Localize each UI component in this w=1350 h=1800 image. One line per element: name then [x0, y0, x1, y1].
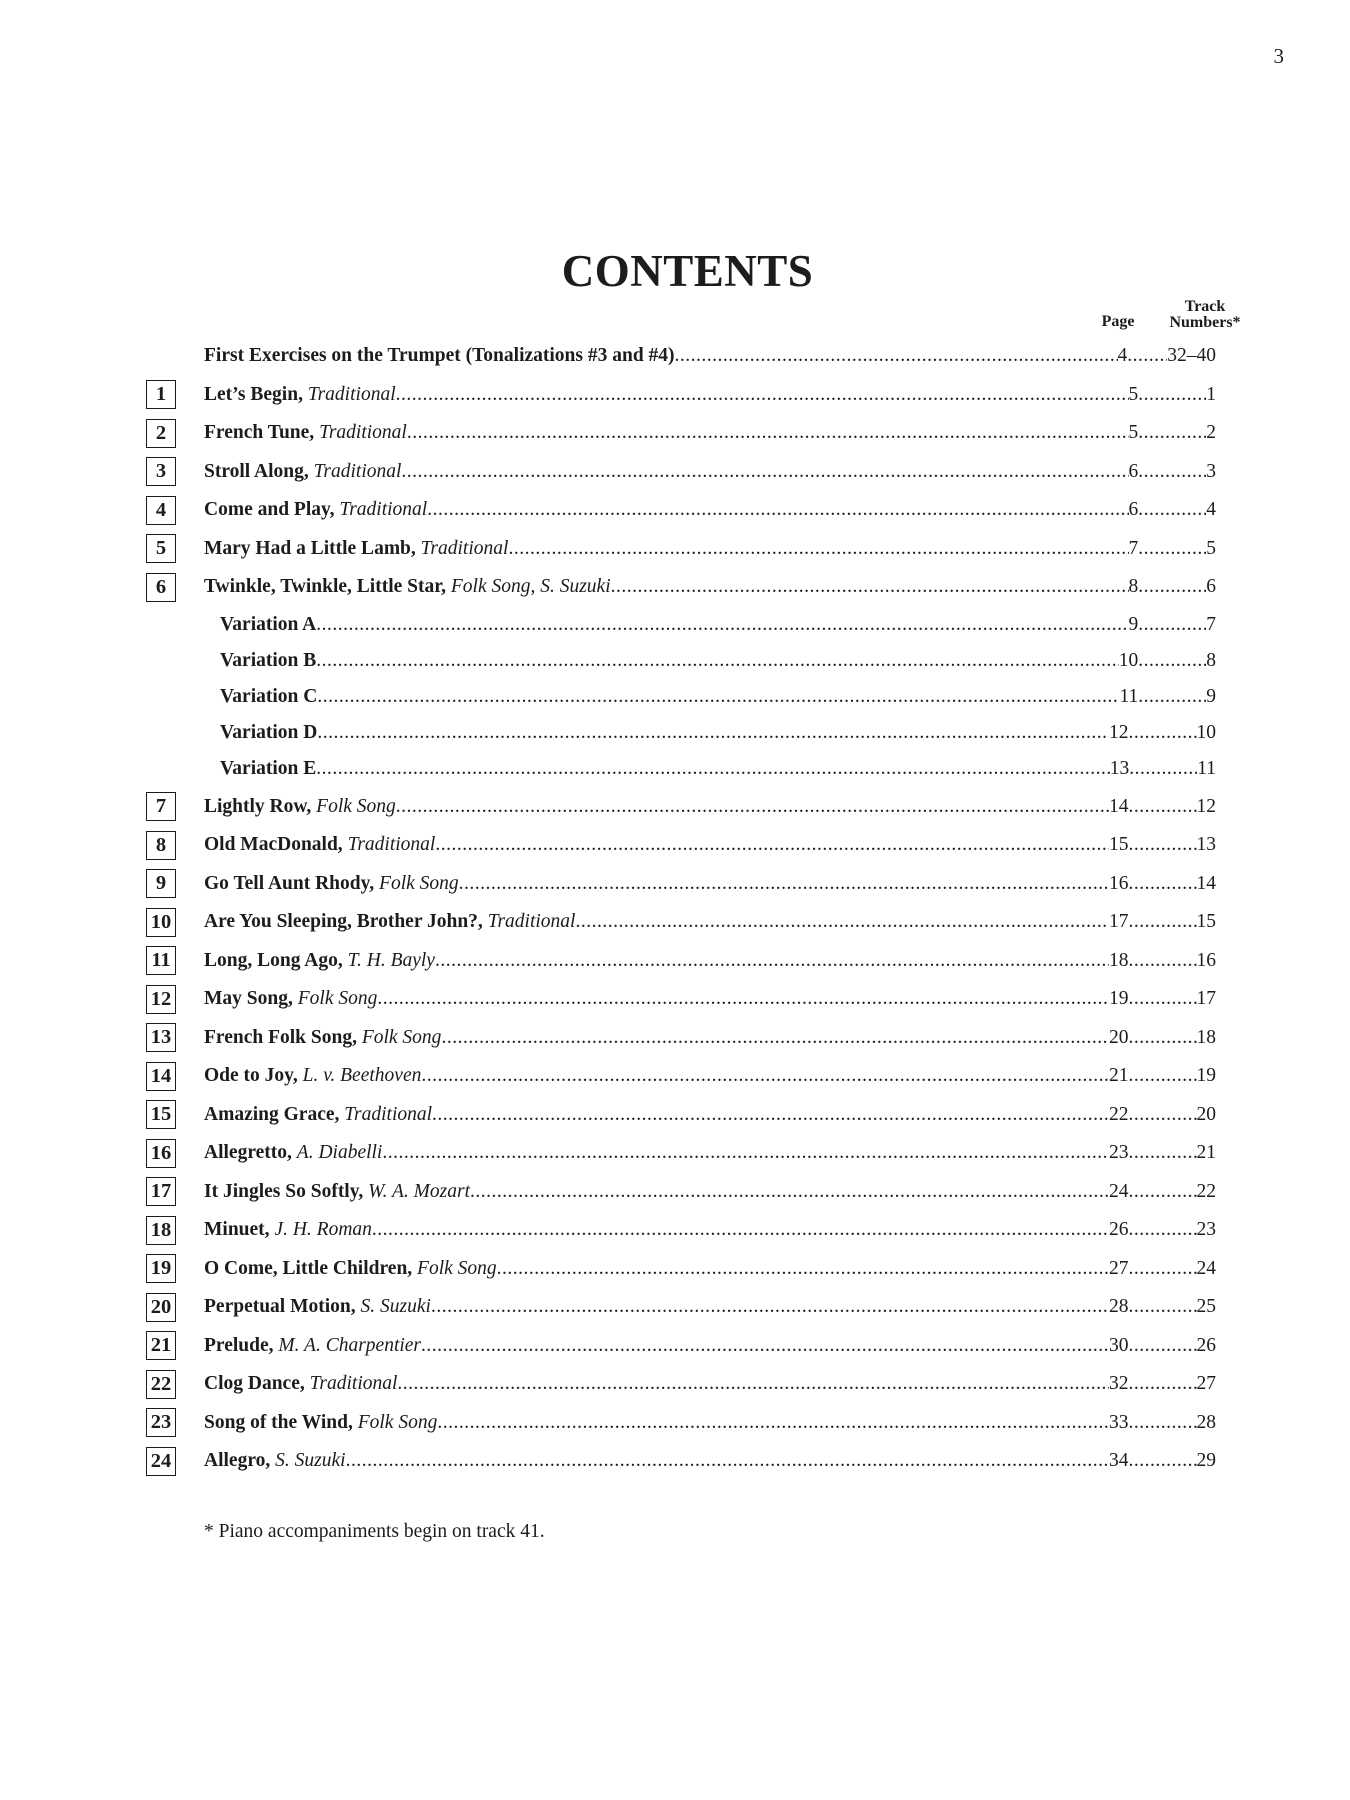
dot-leader: [372, 1219, 1109, 1241]
entry-title: Clog Dance,: [204, 1373, 305, 1395]
toc-entry: [204, 1412, 1216, 1434]
toc-row: [146, 1326, 1216, 1365]
entry-title: First Exercises on the Trumpet (Tonalizations #3 and #4): [204, 345, 675, 367]
dot-leader: [575, 911, 1109, 933]
entry-track: 26: [1196, 1334, 1216, 1356]
entry-composer: Folk Song: [361, 1026, 442, 1048]
dot-leader: [317, 722, 1109, 744]
entry-composer: Traditional: [339, 499, 428, 521]
dot-leader: [1138, 384, 1206, 406]
entry-track: 32–40: [1167, 345, 1216, 367]
toc-entry: [204, 834, 1216, 856]
entry-title: Twinkle, Twinkle, Little Star,: [204, 576, 446, 598]
column-header-track-line1: Track: [1184, 298, 1226, 315]
entry-title: Variation E: [220, 758, 317, 780]
toc-row: [146, 1172, 1216, 1211]
entry-title: Variation D: [220, 722, 318, 744]
dot-leader: [1138, 614, 1206, 636]
entry-page: 13: [1109, 758, 1130, 780]
piece-number-box: 14: [146, 1062, 176, 1091]
entry-page: 23: [1109, 1142, 1129, 1164]
toc-entry: [204, 1258, 1216, 1280]
entry-page: 26: [1109, 1219, 1129, 1241]
dot-leader: [1129, 873, 1197, 895]
dot-leader: [316, 758, 1109, 780]
piece-number-box: 12: [146, 985, 176, 1014]
entry-composer: Folk Song: [297, 988, 378, 1010]
entry-page: 22: [1109, 1103, 1129, 1125]
entry-composer: Traditional: [420, 537, 509, 559]
entry-title: Perpetual Motion,: [204, 1296, 356, 1318]
entry-page: 7: [1128, 537, 1139, 559]
entry-title: Variation C: [220, 685, 318, 707]
dot-leader: [316, 614, 1128, 636]
entry-track: 13: [1196, 834, 1216, 856]
piece-number-box: 9: [146, 869, 176, 898]
dot-leader: [401, 461, 1128, 483]
dot-leader: [1129, 1412, 1197, 1434]
entry-page: 34: [1109, 1450, 1129, 1472]
entry-composer: Traditional: [487, 911, 576, 933]
piece-number-box: 1: [146, 380, 176, 409]
toc-row: [146, 980, 1216, 1019]
toc-entry: [220, 650, 1216, 672]
entry-composer: Folk Song: [357, 1411, 438, 1433]
toc-row: [146, 376, 1216, 415]
entry-title: Long, Long Ago,: [204, 949, 343, 971]
entry-page: 11: [1119, 685, 1139, 707]
toc-entry: [204, 538, 1216, 560]
toc-entry: [220, 614, 1216, 636]
dot-leader: [675, 345, 1118, 367]
entry-track: 25: [1196, 1296, 1216, 1318]
entry-title: Mary Had a Little Lamb,: [204, 537, 416, 559]
entry-composer: M. A. Charpentier: [278, 1334, 422, 1356]
entry-title: Variation A: [220, 613, 317, 635]
page-number: 3: [1273, 44, 1284, 68]
entry-composer: Folk Song: [417, 1257, 497, 1279]
entry-composer: T. H. Bayly: [347, 949, 435, 971]
entry-title: Let’s Begin,: [204, 383, 303, 405]
dot-leader: [431, 1296, 1109, 1318]
entry-page: 17: [1109, 911, 1129, 933]
dot-leader: [1129, 758, 1197, 780]
entry-page: 14: [1109, 795, 1129, 817]
entry-composer: J. H. Roman: [274, 1219, 372, 1241]
entry-composer: Traditional: [307, 383, 396, 405]
entry-page: 24: [1109, 1180, 1129, 1202]
entry-composer: L. v. Beethoven: [302, 1065, 422, 1087]
entry-page: 20: [1109, 1026, 1129, 1048]
entry-title: Go Tell Aunt Rhody,: [204, 872, 375, 894]
toc-entry: [204, 911, 1216, 933]
entry-page: 27: [1109, 1257, 1129, 1279]
piece-number-box: 22: [146, 1370, 176, 1399]
toc-row: [146, 1249, 1216, 1288]
entry-title: Ode to Joy,: [204, 1065, 298, 1087]
entry-track: 2: [1206, 422, 1216, 444]
toc-row: [146, 530, 1216, 569]
piece-number-box: 19: [146, 1254, 176, 1283]
entry-track: 17: [1196, 988, 1216, 1010]
entry-composer: Traditional: [347, 834, 436, 856]
toc-entry: [204, 576, 1216, 598]
entry-page: 33: [1109, 1411, 1129, 1433]
entry-track: 6: [1206, 576, 1216, 598]
entry-track: 9: [1206, 685, 1216, 707]
piece-number-box: 15: [146, 1100, 176, 1129]
dot-leader: [1129, 988, 1197, 1010]
entry-title: Are You Sleeping, Brother John?,: [204, 911, 483, 933]
dot-leader: [1129, 1065, 1197, 1087]
entry-page: 15: [1109, 834, 1129, 856]
dot-leader: [421, 1335, 1109, 1357]
dot-leader: [1138, 461, 1206, 483]
dot-leader: [1129, 911, 1197, 933]
entry-track: 4: [1206, 499, 1216, 521]
dot-leader: [1129, 1027, 1197, 1049]
page-title: CONTENTS: [561, 246, 814, 296]
entry-page: 16: [1109, 872, 1129, 894]
piece-number-box: 2: [146, 419, 176, 448]
entry-title: Prelude,: [204, 1334, 274, 1356]
toc-entry: [204, 1181, 1216, 1203]
toc-entry: [204, 873, 1216, 895]
entry-track: 15: [1196, 911, 1216, 933]
dot-leader: [470, 1181, 1109, 1203]
toc-row: [146, 1018, 1216, 1057]
entry-track: 10: [1196, 722, 1216, 744]
toc-row: [146, 1288, 1216, 1327]
entry-title: Allegro,: [204, 1450, 271, 1472]
toc-row: [146, 1057, 1216, 1096]
piece-number-box: 16: [146, 1139, 176, 1168]
entry-page: 19: [1109, 988, 1129, 1010]
entry-page: 5: [1128, 422, 1139, 444]
entry-composer: Folk Song: [316, 795, 396, 817]
entry-page: 32: [1109, 1373, 1129, 1395]
entry-track: 27: [1196, 1373, 1216, 1395]
toc-entry: [204, 1450, 1216, 1472]
dot-leader: [396, 796, 1109, 818]
entry-track: 23: [1196, 1219, 1216, 1241]
dot-leader: [421, 1065, 1109, 1087]
entry-track: 28: [1196, 1411, 1216, 1433]
entry-composer: Traditional: [309, 1373, 398, 1395]
toc-entry: [204, 384, 1216, 406]
piece-number-box: 11: [146, 946, 176, 975]
entry-page: 8: [1128, 576, 1139, 598]
toc-entry: [204, 988, 1216, 1010]
entry-title: Variation B: [220, 649, 317, 671]
entry-title: Lightly Row,: [204, 795, 312, 817]
entry-track: 16: [1196, 949, 1216, 971]
entry-track: 1: [1206, 383, 1216, 405]
entry-page: 12: [1109, 722, 1129, 744]
toc-entry: [204, 1027, 1216, 1049]
entry-title: Allegretto,: [204, 1142, 292, 1164]
dot-leader: [1129, 1258, 1197, 1280]
entry-page: 5: [1128, 383, 1139, 405]
entry-composer: Traditional: [319, 422, 407, 444]
dot-leader: [1129, 722, 1197, 744]
entry-page: 6: [1128, 499, 1139, 521]
entry-title: Come and Play,: [204, 499, 335, 521]
entry-track: 18: [1196, 1026, 1216, 1048]
toc-row: [146, 453, 1216, 492]
entry-title: Amazing Grace,: [204, 1103, 340, 1125]
entry-track: 3: [1206, 460, 1216, 482]
dot-leader: [1129, 1335, 1197, 1357]
entry-track: 8: [1206, 649, 1216, 671]
toc-row: [146, 1095, 1216, 1134]
dot-leader: [441, 1027, 1109, 1049]
entry-track: 19: [1196, 1065, 1216, 1087]
dot-leader: [1129, 1450, 1197, 1472]
dot-leader: [611, 576, 1129, 598]
toc-entry: [204, 1219, 1216, 1241]
entry-composer: S. Suzuki: [360, 1296, 431, 1318]
entry-page: 30: [1109, 1334, 1129, 1356]
entry-page: 28: [1109, 1296, 1129, 1318]
toc-entry: [204, 1296, 1216, 1318]
toc-entry: [220, 686, 1216, 708]
entry-track: 29: [1196, 1450, 1216, 1472]
toc-entry: [204, 422, 1216, 444]
toc-entry: [204, 345, 1216, 367]
toc-entry: [204, 1142, 1216, 1164]
piece-number-box: 6: [146, 573, 176, 602]
column-header-track-line2: Numbers*: [1169, 314, 1241, 331]
piece-number-box: 7: [146, 792, 176, 821]
dot-leader: [1129, 796, 1197, 818]
entry-composer: Folk Song, S. Suzuki: [450, 576, 611, 598]
dot-leader: [1127, 345, 1167, 367]
dot-leader: [316, 650, 1118, 672]
dot-leader: [508, 538, 1128, 560]
dot-leader: [377, 988, 1109, 1010]
piece-number-box: 13: [146, 1023, 176, 1052]
entry-track: 24: [1196, 1257, 1216, 1279]
toc-entry: [204, 1065, 1216, 1087]
dot-leader: [317, 686, 1119, 708]
dot-leader: [435, 950, 1109, 972]
dot-leader: [396, 384, 1129, 406]
piece-number-box: 18: [146, 1216, 176, 1245]
piece-number-box: 23: [146, 1408, 176, 1437]
dot-leader: [1129, 1219, 1197, 1241]
toc-row: [146, 414, 1216, 453]
entry-title: French Folk Song,: [204, 1026, 357, 1048]
entry-track: 20: [1196, 1103, 1216, 1125]
piece-number-box: 3: [146, 457, 176, 486]
entry-track: 12: [1196, 795, 1216, 817]
entry-title: Minuet,: [204, 1219, 270, 1241]
piece-number-box: 10: [146, 908, 176, 937]
dot-leader: [382, 1142, 1109, 1164]
piece-number-box: 24: [146, 1447, 176, 1476]
entry-title: May Song,: [204, 988, 293, 1010]
toc-variation-row: [146, 643, 1216, 679]
toc-row: [146, 864, 1216, 903]
entry-page: 10: [1118, 649, 1139, 671]
dot-leader: [1138, 499, 1206, 521]
toc-entry: [220, 722, 1216, 744]
toc-entry: [204, 1104, 1216, 1126]
entry-page: 6: [1128, 460, 1139, 482]
dot-leader: [459, 873, 1109, 895]
dot-leader: [346, 1450, 1109, 1472]
dot-leader: [1138, 576, 1206, 598]
dot-leader: [1138, 650, 1206, 672]
entry-track: 7: [1206, 613, 1216, 635]
toc-entry: [204, 499, 1216, 521]
piece-number-box: 4: [146, 496, 176, 525]
piece-number-box: 20: [146, 1293, 176, 1322]
toc-row: [146, 903, 1216, 942]
entry-composer: Folk Song: [379, 872, 459, 894]
toc-variation-row: [146, 715, 1216, 751]
toc-entry: [204, 461, 1216, 483]
toc-variation-row: [146, 607, 1216, 643]
dot-leader: [1138, 538, 1206, 560]
toc-row: [146, 826, 1216, 865]
entry-title: French Tune,: [204, 422, 315, 444]
dot-leader: [497, 1258, 1109, 1280]
entry-track: 5: [1206, 537, 1216, 559]
dot-leader: [397, 1373, 1109, 1395]
dot-leader: [1129, 1142, 1197, 1164]
dot-leader: [1129, 1373, 1197, 1395]
piece-number-box: 5: [146, 534, 176, 563]
entry-title: O Come, Little Children,: [204, 1257, 413, 1279]
entry-composer: A. Diabelli: [296, 1142, 383, 1164]
entry-composer: S. Suzuki: [275, 1450, 346, 1472]
table-of-contents: [146, 337, 1216, 1480]
toc-row: [146, 1403, 1216, 1442]
toc-row: [146, 1442, 1216, 1481]
dot-leader: [437, 1412, 1109, 1434]
toc-entry: [204, 1373, 1216, 1395]
dot-leader: [1129, 1104, 1197, 1126]
dot-leader: [435, 834, 1109, 856]
entry-track: 11: [1197, 758, 1216, 780]
entry-track: 21: [1196, 1142, 1216, 1164]
toc-intro-row: [146, 337, 1216, 376]
entry-composer: Traditional: [313, 460, 402, 482]
toc-row: [146, 941, 1216, 980]
entry-page: 4: [1117, 345, 1128, 367]
entry-title: It Jingles So Softly,: [204, 1180, 364, 1202]
toc-row: [146, 1134, 1216, 1173]
toc-row: [146, 1365, 1216, 1404]
dot-leader: [1138, 686, 1206, 708]
toc-row: [146, 491, 1216, 530]
entry-composer: W. A. Mozart: [368, 1180, 471, 1202]
piece-number-box: 21: [146, 1331, 176, 1360]
toc-entry: [204, 796, 1216, 818]
column-header-page: Page: [1101, 313, 1135, 330]
dot-leader: [432, 1104, 1109, 1126]
dot-leader: [427, 499, 1128, 521]
footnote: * Piano accompaniments begin on track 41.: [204, 1521, 545, 1542]
entry-track: 14: [1196, 872, 1216, 894]
toc-variation-row: [146, 751, 1216, 787]
toc-variation-row: [146, 679, 1216, 715]
dot-leader: [1129, 1296, 1197, 1318]
entry-composer: Traditional: [344, 1103, 433, 1125]
dot-leader: [407, 422, 1129, 444]
toc-row: [146, 1211, 1216, 1250]
entry-page: 21: [1109, 1065, 1129, 1087]
entry-page: 9: [1128, 613, 1139, 635]
toc-row: [146, 787, 1216, 826]
column-header-track-numbers: [1160, 299, 1250, 331]
entry-title: Song of the Wind,: [204, 1411, 353, 1433]
piece-number-box: 8: [146, 831, 176, 860]
dot-leader: [1129, 950, 1197, 972]
piece-number-box: 17: [146, 1177, 176, 1206]
entry-title: Stroll Along,: [204, 460, 309, 482]
entry-track: 22: [1196, 1180, 1216, 1202]
toc-entry: [204, 950, 1216, 972]
toc-row: [146, 568, 1216, 607]
dot-leader: [1129, 834, 1197, 856]
toc-entry: [204, 1335, 1216, 1357]
entry-title: Old MacDonald,: [204, 834, 343, 856]
dot-leader: [1129, 1181, 1197, 1203]
entry-page: 18: [1109, 949, 1129, 971]
toc-entry: [220, 758, 1216, 780]
dot-leader: [1138, 422, 1206, 444]
